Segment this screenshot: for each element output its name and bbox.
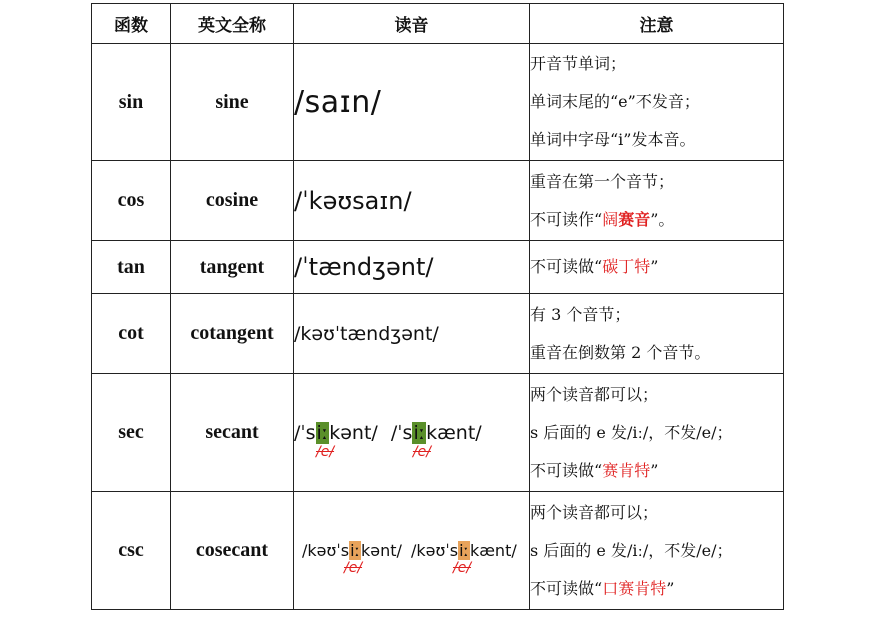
note-line: 重音在倒数第 2 个音节。 (530, 342, 711, 362)
ipa-part: /ˈs (390, 421, 413, 444)
note-line: 重音在第一个音节； (530, 171, 675, 191)
trig-pronunciation-table (91, 3, 784, 610)
note-line (530, 248, 783, 286)
note-line (530, 201, 783, 239)
ipa-variant (302, 541, 402, 576)
note-line: s 后面的 e 发/iː/，不发/e/； (530, 422, 733, 442)
note-line: 单词中字母“i”发本音。 (530, 130, 696, 149)
notes-cell (530, 294, 784, 374)
notes-cell (530, 44, 784, 161)
warning-text: 赛音 (618, 209, 651, 229)
ipa-part: /ˈs (294, 421, 316, 444)
note-text: 不可读做“ (530, 578, 603, 598)
function-cell: csc (92, 492, 171, 610)
function-cell: sec (92, 374, 171, 492)
ipa-text: /kəʊˈtændʒənt/ (294, 322, 439, 345)
highlighted-vowel: iː (459, 541, 469, 560)
ipa-part: kənt/ (329, 421, 378, 444)
pronunciation-cell (294, 492, 530, 610)
ipa-part: kənt/ (360, 541, 402, 560)
pronunciation-cell (294, 44, 530, 161)
ipa-variant (390, 421, 482, 460)
warning-text: 碳丁特 (602, 257, 651, 276)
highlighted-vowel: iː (316, 421, 329, 444)
note-line: s 后面的 e 发/iː/，不发/e/； (530, 540, 733, 560)
strikethrough-sound: /e/ (452, 560, 472, 576)
full-name-cell: cosine (171, 161, 294, 241)
pronunciation-cell (294, 161, 530, 241)
highlighted-vowel: iː (413, 421, 426, 444)
warning-text: 口赛肯特 (602, 578, 667, 598)
ipa-text: /ˈkəʊsaɪn/ (294, 186, 412, 215)
full-name-cell: sine (171, 44, 294, 161)
full-name-cell: secant (171, 374, 294, 492)
table-row (92, 161, 784, 241)
ipa-part: kænt/ (426, 421, 482, 444)
ipa-variant (294, 421, 378, 460)
full-name-cell: cosecant (171, 492, 294, 610)
ipa-part: /kəʊˈs (302, 541, 350, 560)
notes-cell (530, 161, 784, 241)
ipa-text: /ˈtændʒənt/ (294, 253, 434, 281)
header-function: 函数 (92, 4, 171, 44)
note-text: ” (666, 578, 675, 598)
note-line: 两个读音都可以； (530, 384, 659, 404)
table-row (92, 241, 784, 294)
table-row (92, 44, 784, 161)
ipa-text: /saɪn/ (294, 84, 382, 120)
ipa-part: /kəʊˈs (410, 541, 459, 560)
header-full-name: 英文全称 (171, 4, 294, 44)
function-cell: cos (92, 161, 171, 241)
note-text: ”。 (650, 209, 675, 229)
note-line: 两个读音都可以； (530, 502, 659, 522)
header-notes: 注意 (530, 4, 784, 44)
note-text: 不可读做“ (530, 460, 603, 480)
table-row (92, 492, 784, 610)
pronunciation-cell (294, 241, 530, 294)
notes-cell (530, 374, 784, 492)
ipa-part: kænt/ (469, 541, 517, 560)
pronunciation-cell (294, 374, 530, 492)
header-row (92, 4, 784, 44)
full-name-cell: cotangent (171, 294, 294, 374)
header-pronunciation: 读音 (294, 4, 530, 44)
strikethrough-sound: /e/ (412, 443, 431, 460)
strikethrough-sound: /e/ (316, 443, 335, 460)
warning-text: 赛肯特 (602, 460, 651, 480)
function-cell: cot (92, 294, 171, 374)
note-text: ” (650, 460, 659, 480)
table-row (92, 294, 784, 374)
pronunciation-cell (294, 294, 530, 374)
table-row (92, 374, 784, 492)
notes-cell (530, 241, 784, 294)
ipa-variant (410, 541, 517, 576)
note-line (530, 452, 783, 490)
note-text: 不可读作“ (530, 209, 603, 229)
note-text: 不可读做“ (530, 257, 603, 276)
warning-text: 阔 (602, 209, 619, 229)
note-line: 开音节单词； (530, 54, 627, 73)
note-text: ” (650, 257, 659, 276)
note-line (530, 570, 783, 608)
strikethrough-sound: /e/ (344, 560, 363, 576)
highlighted-vowel: iː (350, 541, 360, 560)
notes-cell (530, 492, 784, 610)
note-line: 有 3 个音节； (530, 304, 631, 324)
full-name-cell: tangent (171, 241, 294, 294)
function-cell: sin (92, 44, 171, 161)
function-cell: tan (92, 241, 171, 294)
note-line: 单词末尾的“e”不发音； (530, 92, 700, 111)
